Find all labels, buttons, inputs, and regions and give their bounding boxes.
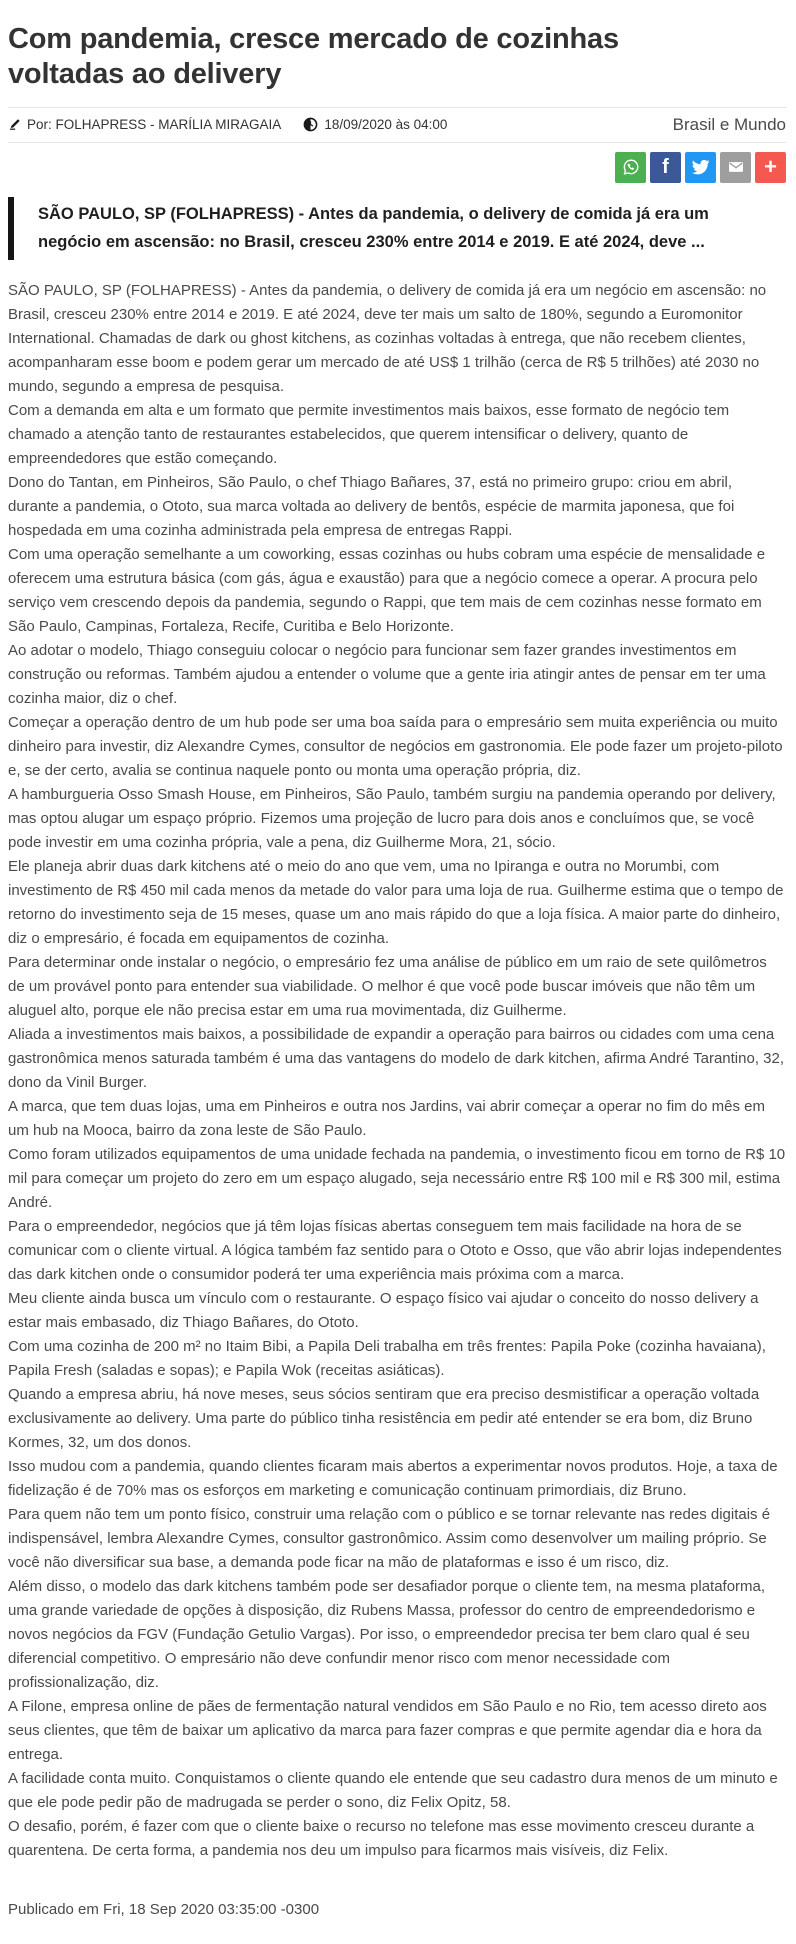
article-paragraph: Além disso, o modelo das dark kitchens também pode ser desafiador porque o cliente tem, na mesma plataforma, uma grande variedade de opções à disposição, diz Rubens Massa, professor do centro de empreendedorismo e novos negócios da FGV (Fundação Getulio Vargas). Por isso, o empreendedor precisa ter bem claro qual é seu diferencial competitivo. O empresário não deve confundir menor risco com menor necessidade com profissionalização, diz. [8, 1577, 766, 1691]
article-paragraph: Ele planeja abrir duas dark kitchens até o meio do ano que vem, uma no Ipiranga e outra no Morumbi, com investimento de R$ 450 mil cada menos da metade do valor para uma loja de rua. Guilherme estima que o tempo de retorno do investimento seja de 15 meses, quase um ano mais rápido do que a loja física. A maior parte do dinheiro, diz o empresário, é focada em equipamentos de cozinha. [8, 857, 784, 947]
share-bar [8, 152, 786, 183]
category-label[interactable]: Brasil e Mundo [672, 114, 786, 134]
article-paragraph: Para determinar onde instalar o negócio, o empresário fez uma análise de público em um raio de sete quilômetros de um provável ponto para entender sua viabilidade. O melhor é que você pode buscar imóveis que não têm um aluguel alto, porque ele não precisa estar em uma rua movimentada, diz Guilherme. [8, 953, 767, 1019]
article-paragraph: Para quem não tem um ponto físico, construir uma relação com o público e se tornar relevante nas redes digitais é indispensável, lembra Alexandre Cymes, consultor gastronômico. Assim como desenvolver um mailing próprio. Se você não diversificar sua base, a demanda pode ficar na mão de plataformas e isso é um risco, diz. [8, 1505, 771, 1571]
article-page [0, 22, 796, 1944]
share-facebook-button[interactable] [650, 152, 681, 183]
article-paragraph: Começar a operação dentro de um hub pode ser uma boa saída para o empresário sem muita experiência ou muito dinheiro para investir, diz Alexandre Cymes, consultor de negócios em gastronomia. Ele pode fazer um projeto-piloto e, se der certo, avalia se continua naquele ponto ou monta uma operação própria, diz. [8, 713, 783, 779]
published-timestamp: Publicado em Fri, 18 Sep 2020 03:35:00 -0300 [8, 1900, 320, 1918]
article-paragraph: Com uma operação semelhante a um coworking, essas cozinhas ou hubs cobram uma espécie de mensalidade e oferecem uma estrutura básica (com gás, água e exaustão) para que a negócio comece a operar. A procura pelo serviço vem crescendo depois da pandemia, segundo o Rappi, que tem mais de cem cozinhas nesse formato em São Paulo, Campinas, Fortaleza, Recife, Curitiba e Belo Horizonte. [8, 545, 766, 635]
article-paragraph: Meu cliente ainda busca um vínculo com o restaurante. O espaço físico vai ajudar o conceito do nosso delivery a estar mais embasado, diz Thiago Bañares, do Ototo. [8, 1289, 759, 1331]
page-title: Com pandemia, cresce mercado de cozinhas voltadas ao delivery [8, 23, 619, 91]
share-more-button[interactable] [755, 152, 786, 183]
author-pencil-icon [8, 118, 21, 131]
share-email-button[interactable] [720, 152, 751, 183]
share-whatsapp-button[interactable] [615, 152, 646, 183]
article-paragraph: Isso mudou com a pandemia, quando clientes ficaram mais abertos a experimentar novos produtos. Hoje, a taxa de fidelização é de 70% mas os esforços em marketing e comunicação continuam primordiais, diz Bruno. [8, 1457, 778, 1499]
whatsapp-icon [621, 157, 641, 177]
twitter-icon [692, 158, 710, 176]
article-paragraph: Com uma cozinha de 200 m² no Itaim Bibi, a Papila Deli trabalha em três frentes: Papila Poke (cozinha havaiana), Papila Fresh (saladas e sopas); e Papila Wok (receitas asiáticas). [8, 1337, 766, 1379]
article-paragraph: Com a demanda em alta e um formato que permite investimentos mais baixos, esse formato de negócio tem chamado a atenção tanto de restaurantes estabelecidos, que querem intensificar o delivery, quanto de empreendedores que estão começando. [8, 401, 730, 467]
envelope-icon [726, 157, 746, 177]
byline-author: Por: FOLHAPRESS - MARÍLIA MIRAGAIA [27, 117, 282, 133]
article-paragraph: A hamburgueria Osso Smash House, em Pinheiros, São Paulo, também surgiu na pandemia operando por delivery, mas optou alugar um espaço próprio. Fizemos uma projeção de lucro para dois anos e concluímos que, se você pode investir em uma cozinha própria, vale a pena, diz Guilherme Mora, 21, sócio. [8, 785, 776, 851]
article-paragraph: A marca, que tem duas lojas, uma em Pinheiros e outra nos Jardins, vai abrir começar a operar no fim do mês em um hub na Mooca, bairro da zona leste de São Paulo. [8, 1097, 766, 1139]
lead-quote: SÃO PAULO, SP (FOLHAPRESS) - Antes da pandemia, o delivery de comida já era um negócio em ascensão: no Brasil, cresceu 230% entre 2014 e 2019. E até 2024, deve ... [8, 197, 786, 260]
article-paragraph: O desafio, porém, é fazer com que o cliente baixe o recurso no telefone mas esse movimento cresceu durante a quarentena. De certa forma, a pandemia nos deu um impulso para ficarmos mais visíveis, diz Felix. [8, 1817, 755, 1859]
article-paragraph: Ao adotar o modelo, Thiago conseguiu colocar o negócio para funcionar sem fazer grandes investimentos em construção ou reformas. Também ajudou a entender o volume que a gente iria atingir antes de pensar em ter uma cozinha maior, diz o chef. [8, 641, 766, 707]
divider-byline [8, 142, 786, 143]
byline [8, 108, 786, 142]
facebook-icon: f [662, 156, 669, 179]
date-group [303, 117, 447, 132]
article-paragraph: A facilidade conta muito. Conquistamos o cliente quando ele entende que seu cadastro dura menos de um minuto e que ele pode pedir pão de madrugada se perder o sono, diz Felix Opitz, 58. [8, 1769, 778, 1811]
share-twitter-button[interactable] [685, 152, 716, 183]
article-body [8, 279, 786, 1863]
publish-datetime: 18/09/2020 às 04:00 [324, 117, 448, 133]
article-paragraph: Dono do Tantan, em Pinheiros, São Paulo, o chef Thiago Bañares, 37, está no primeiro grupo: criou em abril, durante a pandemia, o Ototo, sua marca voltada ao delivery de bentôs, espécie de marmita japonesa, que foi hospedada em uma cozinha administrada pela empresa de entregas Rappi. [8, 473, 735, 539]
article-paragraph: Como foram utilizados equipamentos de uma unidade fechada na pandemia, o investimento ficou em torno de R$ 10 mil para começar um projeto do zero em um espaço alugado, seja necessário entre R$ 100 mil e R$ 300 mil, estima André. [8, 1145, 786, 1211]
article-paragraph: Aliada a investimentos mais baixos, a possibilidade de expandir a operação para bairros ou cidades com uma cena gastronômica menos saturada também é uma das vantagens do modelo de dark kitchen, afirma André Tarantino, 32, dono da Vinil Burger. [8, 1025, 785, 1091]
plus-icon: + [764, 154, 777, 180]
clock-icon [303, 117, 318, 132]
article-paragraph: Quando a empresa abriu, há nove meses, seus sócios sentiram que era preciso desmistificar a operação voltada exclusivamente ao delivery. Uma parte do público tinha resistência em pedir até entender se era bom, diz Bruno Kormes, 32, um dos donos. [8, 1385, 760, 1451]
article-paragraph: Para o empreendedor, negócios que já têm lojas físicas abertas conseguem tem mais facilidade na hora de se comunicar com o cliente virtual. A lógica também faz sentido para o Ototo e Osso, que vão abrir lojas independentes das dark kitchen onde o consumidor poderá ter uma experiência mais próxima com a marca. [8, 1217, 782, 1283]
article-paragraph: SÃO PAULO, SP (FOLHAPRESS) - Antes da pandemia, o delivery de comida já era um negócio em ascensão: no Brasil, cresceu 230% entre 2014 e 2019. E até 2024, deve ter mais um salto de 180%, segundo a Euromonitor International. Chamadas de dark ou ghost kitchens, as cozinhas voltadas à entrega, que não recebem clientes, acompanharam esse boom e podem gerar um mercado de até US$ 1 trilhão (cerca de R$ 5 trilhões) até 2030 no mundo, segundo a empresa de pesquisa. [8, 281, 767, 395]
author-group [8, 117, 281, 132]
article-paragraph: A Filone, empresa online de pães de fermentação natural vendidos em São Paulo e no Rio, tem acesso direto aos seus clientes, que têm de baixar um aplicativo da marca para fazer compras e que permite agendar dia e hora da entrega. [8, 1697, 767, 1763]
